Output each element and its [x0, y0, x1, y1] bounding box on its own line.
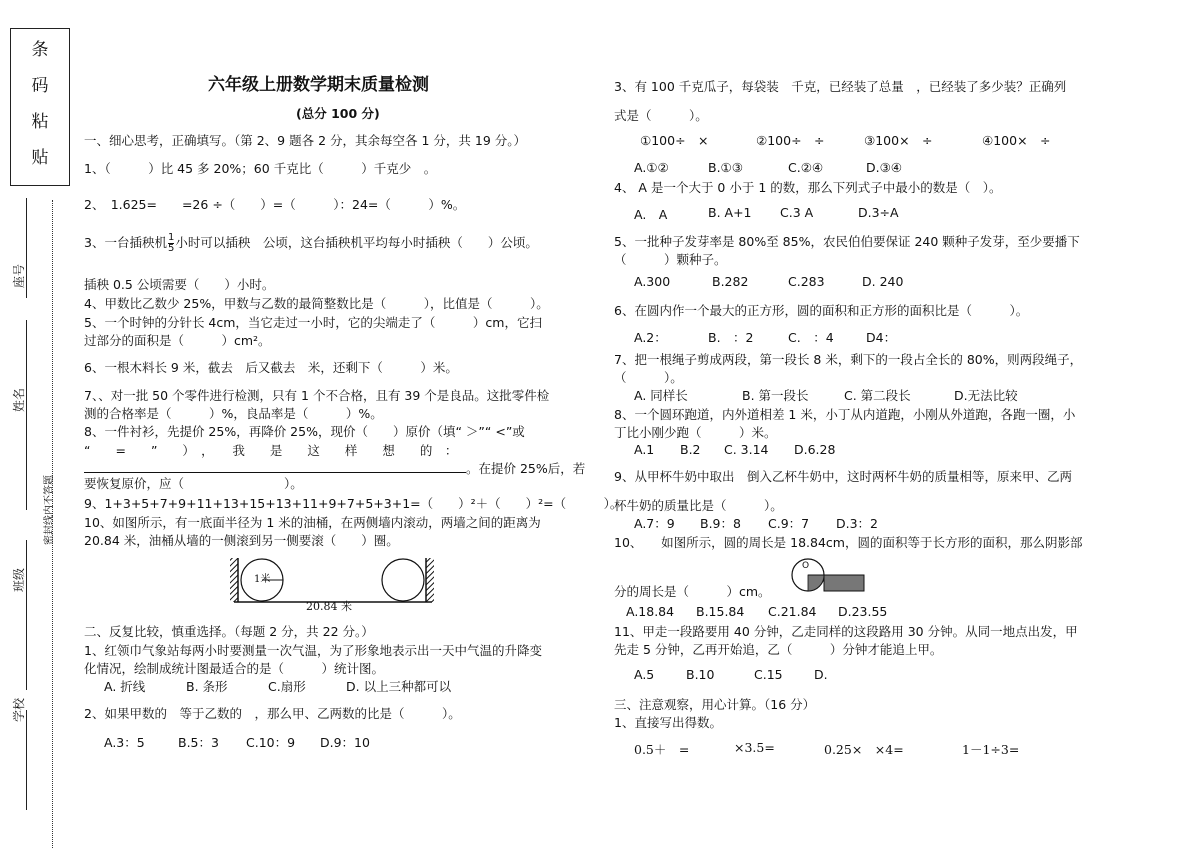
calc-item: 0.25× ×4= [824, 742, 904, 757]
choice-5-option-d: D. 240 [862, 274, 904, 289]
question-7-cont: 测的合格率是（ ）%，良品率是（ ）%。 [84, 406, 383, 421]
barcode-char: 粘 [31, 112, 49, 132]
question-3-cont: 插秧 0.5 公顷需要（ ）小时。 [84, 277, 275, 292]
choice-3-expr-2: ②100÷ ÷ [756, 133, 825, 148]
choice-9-cont: 杯牛奶的质量比是（ ）。 [614, 498, 783, 513]
choice-6-option-b: B. ：2 [708, 330, 754, 345]
choice-5-option-c: C.283 [788, 274, 825, 289]
question-6: 6、一根木料长 9 米，截去 后又截去 米，还剩下（ ）米。 [84, 360, 458, 375]
choice-3-expr-4: ④100× ÷ [982, 133, 1051, 148]
calc-item: 0.5＋ = [634, 742, 690, 757]
choice-9-option-b: B.9：8 [700, 516, 741, 531]
choice-7-option-c: C. 第二段长 [844, 388, 911, 403]
choice-3-expr-1: ①100÷ × [640, 133, 709, 148]
name-line [26, 320, 27, 510]
choice-10-option-b: B.15.84 [696, 604, 745, 619]
choice-11-cont: 先走 5 分钟，乙再开始追，乙（ ）分钟才能追上甲。 [614, 642, 943, 657]
choice-6: 6、在圆内作一个最大的正方形，圆的面积和正方形的面积比是（ ）。 [614, 303, 1029, 318]
choice-4-option-b: B. A+1 [708, 205, 752, 220]
choice-3-cont: 式是（ ）。 [614, 108, 708, 123]
choice-3-option-a: A.①② [634, 160, 669, 175]
choice-4-option-d: D.3÷A [858, 205, 899, 220]
choice-7-option-b: B. 第一段长 [742, 388, 809, 403]
choice-3-option-b: B.①③ [708, 160, 743, 175]
barcode-char: 条 [31, 40, 49, 60]
choice-8-option-c: C. 3.14 [724, 442, 769, 457]
question-3 [84, 233, 538, 254]
question-10-cont: 20.84 米，油桶从墙的一侧滚到另一侧要滚（ ）圈。 [84, 533, 399, 548]
calc-item: ×3.5= [734, 740, 775, 755]
question-2: 2、 1.625= =26 ÷（ ）=（ ）：24=（ ）%。 [84, 197, 466, 212]
choice-7-option-d: D.无法比较 [954, 388, 1018, 403]
barcode-char: 码 [31, 76, 49, 96]
name-label: 姓名 [12, 387, 26, 412]
seal-notice: 密封线内不答题 [44, 475, 55, 545]
answer-underline [84, 472, 466, 473]
question-8-line4: 要恢复原价，应（ ）。 [84, 476, 303, 491]
choice-4: 4、 A 是一个大于 0 小于 1 的数，那么下列式子中最小的数是（ ）。 [614, 180, 1002, 195]
choice-11-option-a: A.5 [634, 667, 655, 682]
question-8-line2: “ = ” ） ， 我 是 这 样 想 的 ： [84, 443, 458, 458]
question-8-line3: 。在提价 25%后，若 [466, 461, 586, 476]
distance-label: 20.84 米 [306, 600, 352, 613]
choice-5-option-b: B.282 [712, 274, 749, 289]
choice-8-option-b: B.2 [680, 442, 701, 457]
section-1-heading: 一、细心思考，正确填写。（第 2、9 题各 2 分，其余每空各 1 分，共 19 分。） [84, 133, 527, 148]
choice-3-option-d: D.③④ [866, 160, 903, 175]
choice-10-option-a: A.18.84 [626, 604, 675, 619]
choice-9-option-c: C.9：7 [768, 516, 810, 531]
page-subtitle: (总分 100 分) [296, 106, 380, 121]
choice-2: 2、如果甲数的 等于乙数的 ，那么甲、乙两数的比是（ ）。 [84, 706, 461, 721]
barcode-char: 贴 [31, 148, 49, 168]
choice-11-option-b: B.10 [686, 667, 715, 682]
calc-item: 1－1÷3= [962, 742, 1020, 757]
question-3-text-a: 3、一台插秧机 [84, 235, 167, 250]
choice-8: 8、一个圆环跑道，内外道相差 1 米，小丁从内道跑，小刚从外道跑，各跑一圈，小 [614, 407, 1076, 422]
choice-1: 1、红领巾气象站每两小时要测量一次气温，为了形象地表示出一天中气温的升降变 [84, 643, 542, 658]
school-line [26, 710, 27, 810]
choice-2-option-a: A.3：5 [104, 735, 145, 750]
question-1: 1、（ ）比 45 多 20%；60 千克比（ ）千克少 。 [84, 161, 437, 176]
question-10: 10、如图所示，有一底面半径为 1 米的油桶，在两侧墙内滚动，两墙之间的距离为 [84, 515, 541, 530]
choice-3-expr-3: ③100× ÷ [864, 133, 933, 148]
choice-6-option-d: D4： [866, 330, 897, 345]
barcode-box [10, 28, 70, 186]
choice-7-option-a: A. 同样长 [634, 388, 688, 403]
choice-7: 7、把一根绳子剪成两段，第一段长 8 米，剩下的一段占全长的 80%，则两段绳子， [614, 352, 1083, 367]
choice-1-option-d: D. 以上三种都可以 [346, 679, 452, 694]
center-label: O [802, 561, 810, 571]
radius-label: 1米 [254, 574, 271, 585]
calc-title: 1、直接写出得数。 [614, 715, 722, 730]
shaded-rectangle [824, 575, 864, 591]
choice-1-option-c: C.扇形 [268, 679, 306, 694]
choice-2-option-c: C.10：9 [246, 735, 296, 750]
right-wall [426, 558, 434, 602]
page-title: 六年级上册数学期末质量检测 [208, 75, 429, 95]
choice-8-option-a: A.1 [634, 442, 655, 457]
choice-7-cont: （ ）。 [614, 370, 683, 385]
question-5: 5、一个时钟的分针长 4cm，当它走过一小时，它的尖端走了（ ）cm，它扫 [84, 315, 542, 330]
choice-9: 9、从甲杯牛奶中取出 倒入乙杯牛奶中，这时两杯牛奶的质量相等，原来甲、乙两 [614, 469, 1072, 484]
choice-4-option-c: C.3 A [780, 205, 814, 220]
seat-label: 座号 [12, 263, 26, 288]
choice-6-option-a: A.2： [634, 330, 667, 345]
right-drum [382, 559, 424, 601]
choice-5-cont: （ ）颗种子。 [614, 252, 727, 267]
choice-4-option-a: A. A [634, 207, 668, 222]
choice-11-option-d: D. [814, 667, 828, 682]
section-2-heading: 二、反复比较，慎重选择。（每题 2 分，共 22 分。） [84, 624, 374, 639]
choice-3: 3、有 100 千克瓜子，每袋装 千克，已经装了总量 ，已经装了多少装？正确列 [614, 79, 1067, 94]
school-label: 学校 [12, 697, 26, 722]
choice-6-option-c: C. ：4 [788, 330, 834, 345]
shaded-quarter [808, 575, 824, 591]
choice-1-cont: 化情况，绘制成统计图最适合的是（ ）统计图。 [84, 661, 385, 676]
question-3-text-b: 小时可以插秧 公顷，这台插秧机平均每小时插秧（ ）公顷。 [175, 235, 538, 250]
question-7: 7、、对一批 50 个零件进行检测，只有 1 个不合格，且有 39 个是良品。这批零件检 [84, 388, 550, 403]
question-4: 4、甲数比乙数少 25%，甲数与乙数的最简整数比是（ ），比值是（ ）。 [84, 296, 549, 311]
choice-11-option-c: C.15 [754, 667, 783, 682]
left-wall [230, 558, 238, 602]
choice-1-option-b: B. 条形 [186, 679, 228, 694]
choice-9-option-a: A.7：9 [634, 516, 675, 531]
class-label: 班级 [12, 567, 26, 592]
question-8: 8、一件衬衫，先提价 25%，再降价 25%，现价（ ）原价（填“ ＞”“ <”或 [84, 424, 525, 439]
choice-1-option-a: A. 折线 [104, 679, 146, 694]
choice-8-cont: 丁比小刚少跑（ ）米。 [614, 425, 777, 440]
choice-5-option-a: A.300 [634, 274, 671, 289]
choice-5: 5、一批种子发芽率是 80%至 85%，农民伯伯要保证 240 颗种子发芽，至少要播下 [614, 234, 1080, 249]
choice-8-option-d: D.6.28 [794, 442, 836, 457]
choice-2-option-d: D.9：10 [320, 735, 370, 750]
fraction-denominator: 5 [167, 243, 175, 254]
choice-9-option-d: D.3：2 [836, 516, 879, 531]
choice-10: 10、 如图所示，圆的周长是 18.84cm，圆的面积等于长方形的面积，那么阴影部 [614, 535, 1083, 550]
choice-3-option-c: C.②④ [788, 160, 824, 175]
choice-11: 11、甲走一段路要用 40 分钟，乙走同样的这段路用 30 分钟。从同一地点出发，甲 [614, 624, 1078, 639]
fraction [168, 233, 174, 254]
class-line [26, 540, 27, 690]
question-9: 9、1+3+5+7+9+11+13+15+13+11+9+7+5+3+1=（ ）²＋（ ）²=（ ）。 [84, 496, 623, 511]
question-5-cont: 过部分的面积是（ ）cm²。 [84, 333, 271, 348]
section-3-heading: 三、注意观察，用心计算。（16 分） [614, 697, 816, 712]
choice-10-option-d: D.23.55 [838, 604, 888, 619]
choice-10-option-c: C.21.84 [768, 604, 817, 619]
choice-10-cont: 分的周长是（ ）cm。 [614, 584, 771, 599]
choice-2-option-b: B.5：3 [178, 735, 219, 750]
fraction-numerator: 1 [167, 232, 175, 243]
